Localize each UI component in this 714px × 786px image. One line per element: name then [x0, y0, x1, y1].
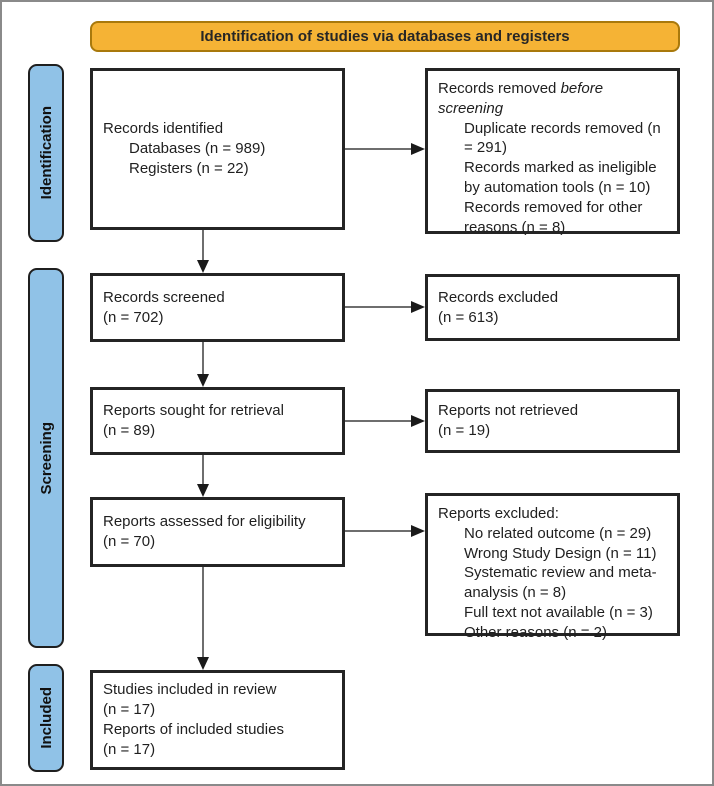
box-line: Studies included in review — [103, 681, 277, 699]
box-item: Full text not available (n = 3) — [464, 603, 653, 621]
stage-label-included-text: Included — [37, 687, 55, 749]
arrow-head — [411, 143, 425, 155]
box-studies-included — [90, 670, 345, 770]
arrow-head — [197, 657, 209, 670]
banner-identification-via-databases — [90, 21, 680, 52]
box-title: Records identified — [103, 120, 224, 138]
arrow-head — [197, 260, 209, 273]
box-item: Records marked as ineligible by automation tools (n = 10) — [464, 159, 657, 196]
box-count: (n = 89) — [103, 422, 156, 439]
box-line: Reports of included studies — [103, 721, 284, 738]
box-item: No related outcome (n = 29) — [464, 524, 652, 542]
box-count: (n = 613) — [438, 308, 499, 326]
box-title: Records excluded — [438, 288, 559, 306]
stage-label-screening-text: Screening — [37, 421, 55, 495]
arrow-head — [197, 484, 209, 497]
banner-title: Identification of studies via databases and registers — [200, 28, 570, 45]
box-title: Reports assessed for eligibility — [103, 513, 306, 531]
box-reports-not-retrieved — [425, 389, 680, 453]
box-records-removed-before-screening — [425, 68, 680, 234]
box-line: (n = 17) — [103, 740, 156, 758]
stage-label-included — [28, 664, 64, 772]
box-count: (n = 70) — [103, 533, 156, 550]
stage-label-identification — [28, 64, 64, 242]
box-title: Records removed before screening — [438, 80, 604, 117]
box-title: Reports excluded: — [438, 505, 559, 522]
box-reports-assessed — [90, 497, 345, 567]
box-item: Other reasons (n = 2) — [464, 623, 607, 641]
stage-label-identification-text: Identification — [37, 106, 55, 200]
box-records-identified — [90, 68, 345, 230]
arrow-head — [411, 415, 425, 427]
box-count: (n = 702) — [103, 308, 164, 326]
arrow-head — [197, 374, 209, 387]
box-item: Systematic review and meta-analysis (n = 8) — [464, 564, 657, 602]
box-records-screened — [90, 273, 345, 342]
box-title-italic: before screening — [438, 80, 604, 117]
box-reports-sought — [90, 387, 345, 455]
box-records-excluded — [425, 274, 680, 341]
box-title: Records screened — [103, 288, 225, 306]
box-item: Wrong Study Design (n = 11) — [464, 544, 657, 562]
box-item: Duplicate records removed (n = 291) — [464, 119, 661, 157]
stage-label-screening — [28, 268, 64, 648]
box-line: (n = 17) — [103, 701, 156, 719]
box-item: Records removed for other reasons (n = 8) — [464, 198, 643, 236]
box-item: Registers (n = 22) — [129, 159, 249, 177]
box-title: Reports not retrieved — [438, 402, 579, 420]
box-title: Reports sought for retrieval — [103, 402, 284, 420]
arrow-head — [411, 301, 425, 313]
box-item: Databases (n = 989) — [129, 140, 266, 158]
box-reports-excluded — [425, 493, 680, 641]
arrow-head — [411, 525, 425, 537]
box-count: (n = 19) — [438, 422, 491, 439]
